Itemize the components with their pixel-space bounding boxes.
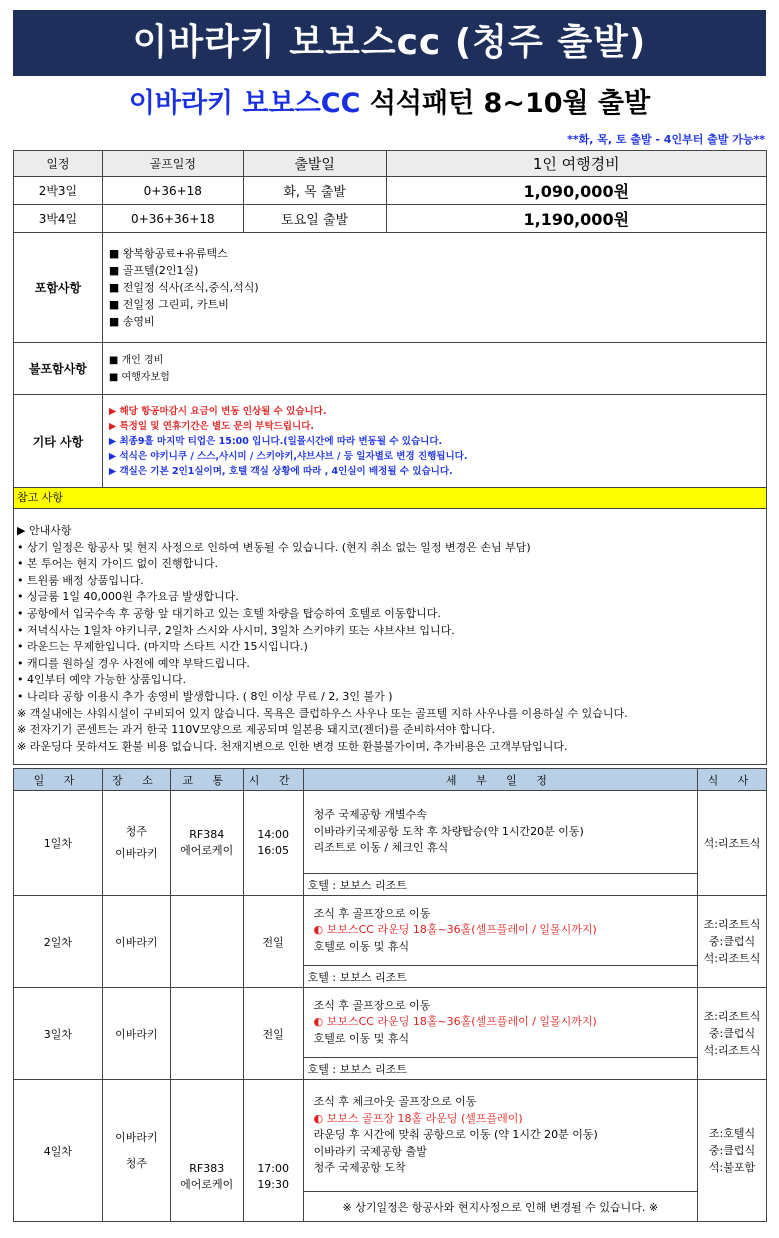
guide-line: ▶ 안내사항 (17, 524, 72, 537)
detail-line: ◐ 보보스CC 라운딩 18홀~36홀(셀프플레이 / 일몰시까지) (313, 1015, 597, 1029)
guide-line: • 4인부터 예약 가능한 상품입니다. (17, 673, 187, 687)
title-banner: 이바라키 보보스cc (청주 출발) (13, 10, 766, 76)
meal-item: 조:호텔식 (708, 1127, 756, 1140)
subtitle (0, 82, 779, 126)
meal-item: 조:리조트식 (703, 1010, 761, 1023)
hotel-info: 호텔 : 보보스 리조트 (303, 1058, 697, 1080)
header-detail: 세 부 일 정 (303, 769, 697, 791)
guide-line: • 상기 일정은 항공사 및 현지 사정으로 인하여 변동될 수 있습니다. (현지 취소 없는 일정 변경은 손님 부담) (17, 540, 531, 554)
price-table (13, 150, 767, 488)
detail-line: ◐ 보보스 골프장 18홀 라운딩 (셀프플레이) (313, 1111, 523, 1125)
detail-line: 청주 국제공항 도착 (313, 1161, 406, 1175)
detail-line: ◐ 보보스CC 라운딩 18홀~36홀(셀프플레이 / 일몰시까지) (313, 923, 597, 937)
other-item: ▶ 특정일 및 연휴기간은 별도 문의 부탁드립니다. (108, 420, 314, 432)
time-cell (243, 1080, 303, 1222)
meal-cell (698, 1080, 767, 1222)
other-item: ▶ 해당 항공마감시 요금이 변동 인상될 수 있습니다. (108, 405, 327, 417)
other-row (14, 395, 767, 488)
place-cell (102, 791, 170, 896)
schedule-table (13, 768, 767, 1222)
place-name: 청주 (125, 825, 147, 838)
header-transport: 교 통 (170, 769, 243, 791)
meal-item: 중:클럽식 (708, 935, 756, 948)
price-header-row (14, 151, 767, 177)
meal-item: 석:리조트식 (703, 952, 761, 965)
meal-item: 석:리조트식 (703, 1044, 761, 1057)
header-meals: 식 사 (698, 769, 767, 791)
place-cell (102, 1080, 170, 1222)
time-value: 16:05 (257, 844, 290, 857)
schedule-row-day2 (14, 896, 767, 966)
place-name: 이바라키 (115, 1027, 158, 1041)
hotel-info: 호텔 : 보보스 리조트 (303, 966, 697, 988)
schedule-row-day1 (14, 791, 767, 874)
flight-number: RF384 (189, 828, 225, 841)
row-golf: 0+36+18 (102, 177, 243, 205)
excluded-item: ■ 여행자보험 (108, 371, 170, 383)
detail-line: 조식 후 골프장으로 이동 (313, 998, 431, 1012)
row-schedule: 2박3일 (14, 177, 103, 205)
detail-line: 이바라키국제공항 도착 후 차량탑승(약 1시간20분 이동) (313, 824, 584, 838)
guide-line: • 나리타 공항 이용시 추가 송영비 발생합니다. ( 8인 이상 무료 / 2, 3인 불가 ) (17, 689, 393, 703)
subtitle-course: 이바라키 보보스CC (128, 88, 361, 119)
row-price: 1,190,000원 (386, 205, 766, 233)
airline: 에어로케이 (180, 1178, 234, 1191)
excluded-label: 불포함사항 (14, 343, 103, 395)
guide-line: • 트윈룸 배정 상품입니다. (17, 573, 144, 587)
included-label: 포함사항 (14, 233, 103, 343)
detail-line: 조식 후 체크아웃 골프장으로 이동 (313, 1095, 477, 1109)
guide-line: • 공항에서 입국수속 후 공항 앞 대기하고 있는 호텔 차량을 탑승하여 호텔로 이동합니다. (17, 606, 441, 620)
transport-cell (170, 1080, 243, 1222)
meal-item: 조:리조트식 (703, 918, 761, 931)
header-departure: 출발일 (243, 151, 386, 177)
schedule-row-day3 (14, 988, 767, 1058)
excluded-row (14, 343, 767, 395)
meal-item: 석:리조트식 (703, 836, 761, 850)
other-item: ▶ 객실은 기본 2인1실이며, 호텔 객실 상황에 따라 , 4인실이 배정될 수 있습니다. (108, 465, 453, 477)
transport-cell (170, 896, 243, 988)
guide-line: ※ 라운딩다 못하셔도 환불 비용 없습니다. 천재지변으로 인한 변경 또한 환불불가이며, 추가비용은 고객부담입니다. (17, 739, 568, 753)
header-schedule: 일정 (14, 151, 103, 177)
price-row (14, 177, 767, 205)
header-golf: 골프일정 (102, 151, 243, 177)
time-cell (243, 896, 303, 988)
detail-line: 호텔로 이동 및 휴식 (313, 1031, 410, 1045)
departure-note: **화, 목, 토 출발 - 4인부터 출발 가능** (567, 133, 765, 146)
detail-cell (303, 896, 697, 966)
detail-cell (303, 988, 697, 1058)
row-price: 1,090,000원 (386, 177, 766, 205)
day-label: 2일차 (14, 896, 103, 988)
schedule-header-row (14, 769, 767, 791)
detail-line: 리조트로 이동 / 체크인 휴식 (313, 841, 449, 855)
included-list (102, 233, 766, 343)
included-item: ■ 왕복항공료+유류텍스 (108, 247, 228, 260)
row-departure: 토요일 출발 (243, 205, 386, 233)
airline: 에어로케이 (180, 844, 234, 857)
included-item: ■ 전일정 식사(조식,중식,석식) (108, 281, 259, 294)
subtitle-pattern: 석석패턴 8~10월 출발 (360, 88, 651, 119)
meal-cell (698, 791, 767, 896)
row-golf: 0+36+36+18 (102, 205, 243, 233)
detail-line: 이바라키 국제공항 출발 (313, 1144, 427, 1158)
transport-cell (170, 791, 243, 896)
place-cell (102, 896, 170, 988)
guide-line: • 캐디를 원하실 경우 사전에 예약 부탁드립니다. (17, 656, 250, 670)
place-name: 청주 (125, 1156, 147, 1170)
guide-line: ※ 전자기기 콘센트는 과거 한국 110V모양으로 제공되며 일본용 돼지코(젠더)를 준비하셔야 합니다. (17, 723, 495, 737)
other-item: ▶ 석식은 야키니쿠 / 스스,사시미 / 스키야키,샤브샤브 / 등 일자별로 변경 진행됩니다. (108, 450, 468, 462)
header-time: 시 간 (243, 769, 303, 791)
detail-line: 라운딩 후 시간에 맞춰 공항으로 이동 (약 1시간 20분 이동) (313, 1128, 598, 1142)
flight-number: RF383 (189, 1162, 225, 1175)
day-label: 3일차 (14, 988, 103, 1080)
time-value: 19:30 (257, 1178, 290, 1191)
time-cell (243, 791, 303, 896)
included-item: ■ 송영비 (108, 315, 155, 328)
guide-line: • 저녁식사는 1일차 야키니쿠, 2일차 스시와 사시미, 3일차 스키야키 또는 샤브샤브 입니다. (17, 623, 455, 637)
meal-cell (698, 988, 767, 1080)
place-name: 이바라키 (115, 1130, 158, 1144)
guide-line: • 본 투어는 현지 가이드 없이 진행합니다. (17, 557, 218, 571)
day-label: 1일차 (14, 791, 103, 896)
detail-cell (303, 1080, 697, 1192)
included-item: ■ 골프텔(2인1실) (108, 264, 199, 277)
guide-line: • 라운드는 무제한입니다. (마지막 스타트 시간 15시입니다.) (17, 640, 308, 654)
reference-bar: 참고 사항 (13, 487, 767, 509)
detail-line: 조식 후 골프장으로 이동 (313, 906, 431, 920)
excluded-list (102, 343, 766, 395)
meal-item: 석:불포함 (708, 1161, 756, 1174)
price-row (14, 205, 767, 233)
row-departure: 화, 목 출발 (243, 177, 386, 205)
day-label: 4일차 (14, 1080, 103, 1222)
guide-line: ※ 객실내에는 샤워시설이 구비되어 있지 않습니다. 목욕은 클럽하우스 사우나 또는 골프텔 지하 사우나를 이용하실 수 있습니다. (17, 706, 628, 720)
other-label: 기타 사항 (14, 395, 103, 488)
guide-line: • 싱글룸 1일 40,000원 추가요금 발생합니다. (17, 590, 239, 604)
place-name: 이바라키 (115, 935, 158, 949)
hotel-info: 호텔 : 보보스 리조트 (303, 874, 697, 896)
place-cell (102, 988, 170, 1080)
transport-cell (170, 988, 243, 1080)
time-cell (243, 988, 303, 1080)
time-value: 17:00 (257, 1162, 290, 1175)
excluded-item: ■ 개인 경비 (108, 354, 164, 366)
schedule-row-day4 (14, 1080, 767, 1192)
meal-item: 중:클럽식 (708, 1144, 756, 1157)
detail-line: 호텔로 이동 및 휴식 (313, 939, 410, 953)
detail-line: 청주 국제공항 개별수속 (313, 808, 427, 822)
guide-section (13, 509, 767, 765)
schedule-notice: ※ 상기일정은 항공사와 현지사정으로 인해 변경될 수 있습니다. ※ (303, 1192, 697, 1222)
detail-cell (303, 791, 697, 874)
other-item: ▶ 최종9홀 마지막 티업은 15:00 입니다.(일몰시간에 따라 변동될 수 있습니다. (108, 435, 443, 447)
other-list (102, 395, 766, 488)
included-item: ■ 전일정 그린피, 카트비 (108, 298, 229, 311)
header-price: 1인 여행경비 (386, 151, 766, 177)
included-row (14, 233, 767, 343)
time-value: 14:00 (257, 828, 290, 841)
meal-cell (698, 896, 767, 988)
row-schedule: 3박4일 (14, 205, 103, 233)
time-value: 전일 (262, 1027, 284, 1041)
time-value: 전일 (262, 935, 284, 949)
header-day: 일 자 (14, 769, 103, 791)
header-place: 장 소 (102, 769, 170, 791)
meal-item: 중:클럽식 (708, 1027, 756, 1040)
place-name: 이바라키 (115, 847, 158, 860)
